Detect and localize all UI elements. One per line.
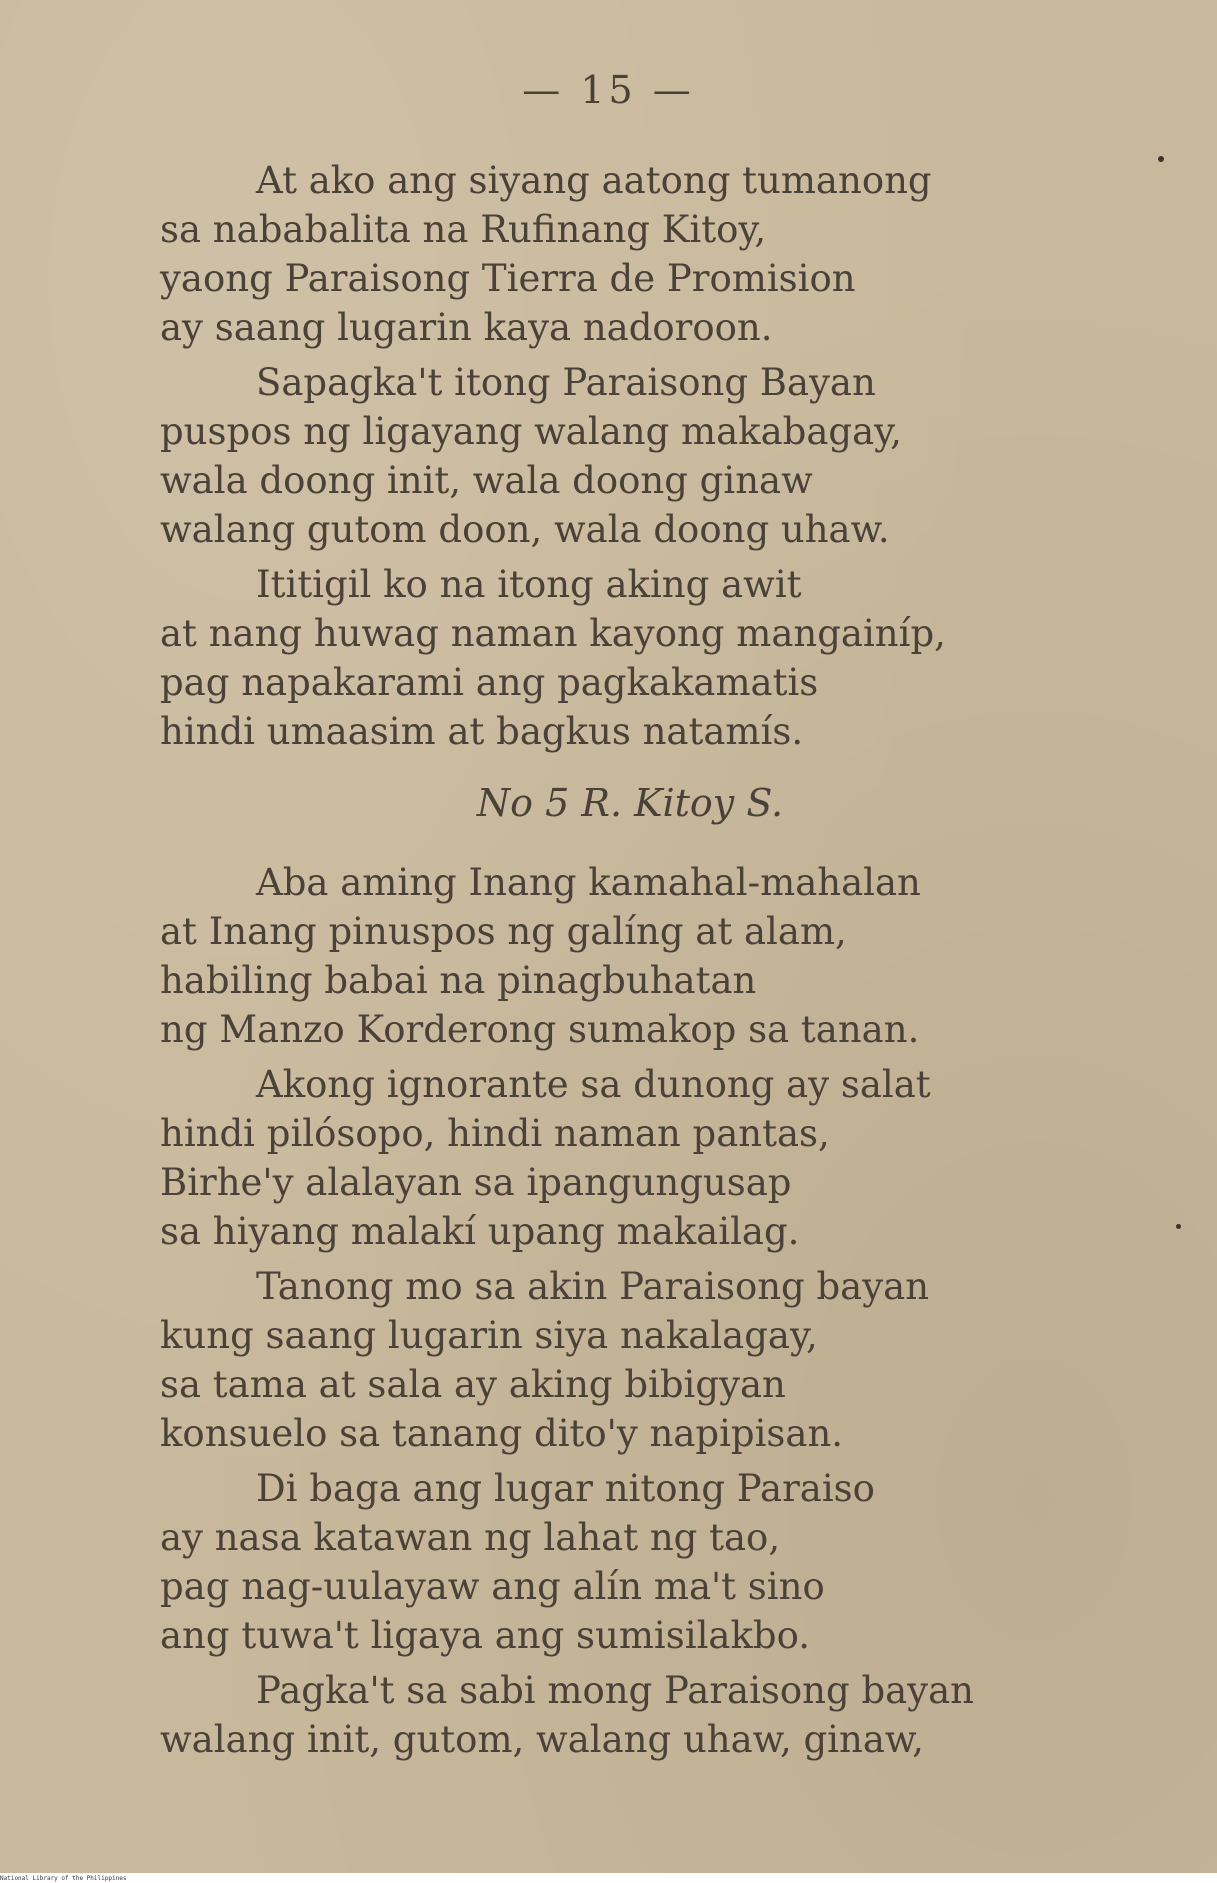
verse-line: Ititigil ko na itong aking awit [256,563,802,606]
stanza [160,156,1060,352]
ink-speck [1176,1224,1181,1229]
verse-line: Birhe'y alalayan sa ipangungusap [160,1161,792,1204]
verse-line: Aba aming Inang kamahal-mahalan [256,861,921,904]
stanza [160,1060,1060,1256]
stanza [160,1666,1060,1764]
verse-line: habiling babai na pinagbuhatan [160,959,757,1002]
verse-line: Di baga ang lugar nitong Paraiso [256,1467,875,1510]
verse-line: sa tama at sala ay aking bibigyan [160,1363,786,1406]
stanza [160,1262,1060,1458]
verse-line: hindi pilósopo, hindi naman pantas, [160,1112,830,1155]
verse-line: walang init, gutom, walang uhaw, ginaw, [160,1718,924,1761]
poem-text [160,156,1060,1770]
verse-line: walang gutom doon, wala doong uhaw. [160,508,890,551]
verse-line: ay saang lugarin kaya nadoroon. [160,306,773,349]
verse-line: kung saang lugarin siya nakalagay, [160,1314,818,1357]
ink-speck [1158,156,1164,162]
verse-line: puspos ng ligayang walang makabagay, [160,410,902,453]
verse-line: sa nababalita na Rufinang Kitoy, [160,208,767,251]
poem-heading: No 5 R. Kitoy S. [476,781,784,825]
verse-line: pag nag-uulayaw ang alín ma't sino [160,1565,825,1608]
verse-line: Sapagka't itong Paraisong Bayan [256,361,876,404]
page-number: — 15 — [522,68,695,112]
verse-line: Pagka't sa sabi mong Paraisong bayan [256,1669,974,1712]
verse-line: ang tuwa't ligaya ang sumisilakbo. [160,1614,810,1657]
verse-line: yaong Paraisong Tierra de Promision [160,257,856,300]
stanza [160,1464,1060,1660]
verse-line: wala doong init, wala doong ginaw [160,459,813,502]
stanza [160,858,1060,1054]
verse-line: sa hiyang malakí upang makailag. [160,1210,800,1253]
verse-line: ay nasa katawan ng lahat ng tao, [160,1516,781,1559]
verse-line: at nang huwag naman kayong mangainíp, [160,612,946,655]
verse-line: Akong ignorante sa dunong ay salat [256,1063,931,1106]
verse-line: At ako ang siyang aatong tumanong [256,159,932,202]
verse-line: konsuelo sa tanang dito'y napipisan. [160,1412,844,1455]
verse-line: pag napakarami ang pagkakamatis [160,661,819,704]
library-credit: National Library of the Philippines [0,1875,127,1882]
verse-line: hindi umaasim at bagkus natamís. [160,710,804,753]
verse-line: Tanong mo sa akin Paraisong bayan [256,1265,930,1308]
verse-line: at Inang pinuspos ng galíng at alam, [160,910,847,953]
stanza [160,560,1060,756]
verse-line: ng Manzo Korderong sumakop sa tanan. [160,1008,920,1051]
stanza [160,358,1060,554]
